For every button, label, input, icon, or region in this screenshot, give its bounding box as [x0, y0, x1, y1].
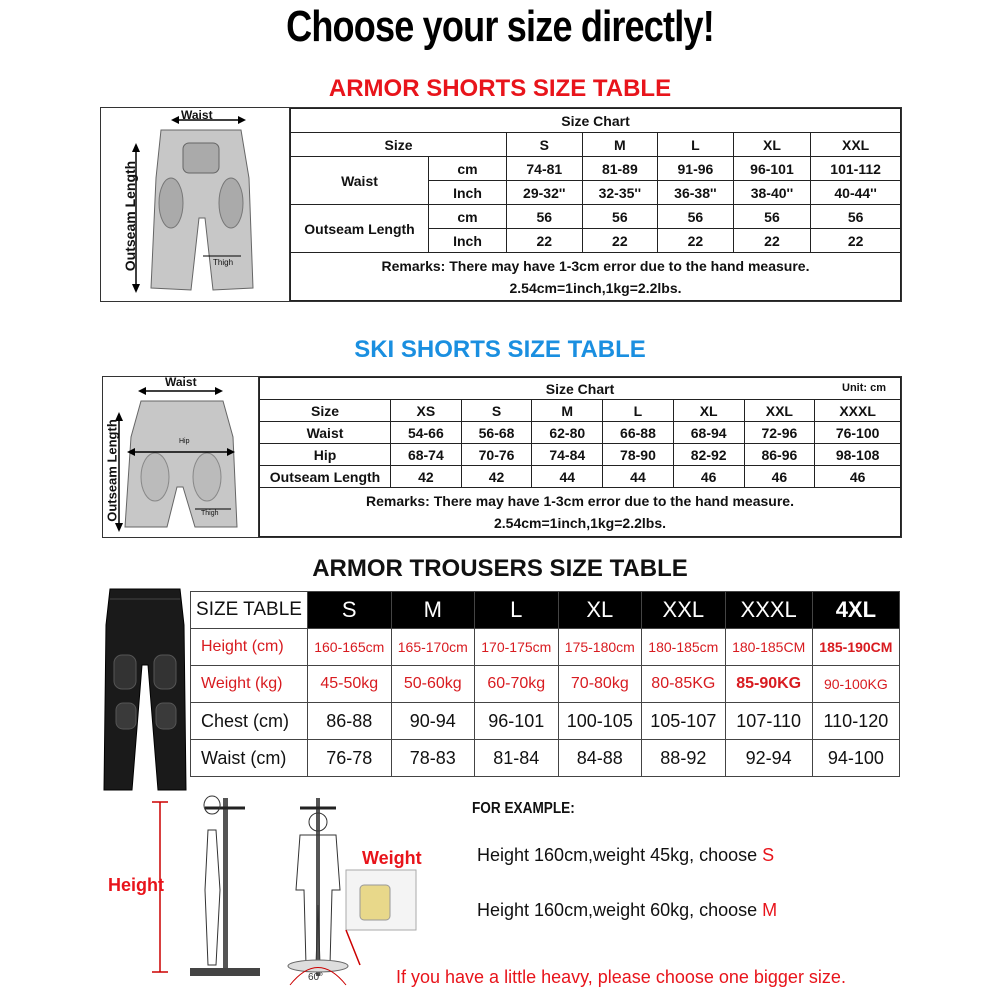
table-cell: 81-89 — [582, 157, 658, 181]
table-cell: 82-92 — [673, 444, 744, 466]
table-cell: 56 — [658, 205, 734, 229]
ski-shorts-title: SKI SHORTS SIZE TABLE — [354, 336, 646, 363]
armor-shorts-panel — [100, 107, 902, 302]
ski-shorts-illustration — [103, 377, 258, 537]
table-cell: 22 — [507, 229, 583, 253]
table-cell: 98-108 — [815, 444, 901, 466]
remark-line: 2.54cm=1inch,1kg=2.2lbs. — [509, 279, 682, 296]
thigh-label: Thigh — [201, 510, 219, 517]
table-cell: 56 — [733, 205, 811, 229]
height-label: Height — [108, 875, 164, 895]
table-cell: 22 — [658, 229, 734, 253]
weight-label: Weight — [362, 848, 422, 868]
sizing-note: If you have a little heavy, please choose one bigger size. — [396, 967, 846, 987]
table-cell: 46 — [815, 466, 901, 488]
table-cell: 40-44'' — [811, 181, 901, 205]
table-cell: 160-165cm — [308, 629, 392, 666]
table-cell: 105-107 — [642, 703, 726, 740]
table-cell: 86-96 — [744, 444, 815, 466]
table-cell: 56 — [507, 205, 583, 229]
waist-label: Waist — [181, 108, 213, 122]
table-cell: 165-170cm — [391, 629, 475, 666]
table-cell: 56-68 — [461, 422, 532, 444]
row-label: Outseam Length — [260, 466, 391, 488]
unit-cm: cm — [429, 205, 507, 229]
size-col: XXXL — [725, 592, 812, 629]
size-header: Size — [260, 400, 391, 422]
size-col: XL — [558, 592, 642, 629]
table-cell: 74-84 — [532, 444, 603, 466]
ski-shorts-table — [259, 377, 901, 537]
remark-line: Remarks: There may have 1-3cm error due to the hand measure. — [366, 493, 794, 509]
unit-label: Unit: cm — [842, 382, 886, 394]
ski-shorts-panel — [102, 376, 902, 538]
example-line-2 — [477, 900, 777, 921]
table-cell: 96-101 — [733, 157, 811, 181]
table-cell: 92-94 — [725, 740, 812, 777]
size-col: L — [475, 592, 559, 629]
size-col: M — [532, 400, 603, 422]
table-cell: 94-100 — [812, 740, 899, 777]
size-col: XXL — [744, 400, 815, 422]
table-cell: 36-38'' — [658, 181, 734, 205]
row-label: Chest (cm) — [191, 703, 308, 740]
table-cell: 45-50kg — [308, 666, 392, 703]
table-cell: 185-190CM — [812, 629, 899, 666]
size-col: XXXL — [815, 400, 901, 422]
table-cell: 46 — [673, 466, 744, 488]
table-cell: 22 — [811, 229, 901, 253]
row-label: Height (cm) — [191, 629, 308, 666]
armor-shorts-title: ARMOR SHORTS SIZE TABLE — [328, 75, 672, 102]
size-col: M — [391, 592, 475, 629]
table-cell: 42 — [391, 466, 462, 488]
remarks-cell — [260, 488, 901, 537]
table-cell: 66-88 — [603, 422, 674, 444]
table-cell: 42 — [461, 466, 532, 488]
thigh-label: Thigh — [213, 258, 234, 267]
table-cell: 54-66 — [391, 422, 462, 444]
table-cell: 86-88 — [308, 703, 392, 740]
example-line-1 — [477, 845, 774, 866]
size-col: L — [603, 400, 674, 422]
table-cell: 85-90KG — [725, 666, 812, 703]
table-cell: 56 — [582, 205, 658, 229]
table-cell: 32-35'' — [582, 181, 658, 205]
waist-label: Waist — [165, 375, 197, 389]
chart-title: Size Chart — [291, 109, 901, 133]
size-col: S — [507, 133, 583, 157]
outseam-label: Outseam Length — [122, 160, 138, 272]
angle-label: 60° — [308, 972, 324, 983]
table-cell: 101-112 — [811, 157, 901, 181]
table-cell: 107-110 — [725, 703, 812, 740]
row-label: Waist — [260, 422, 391, 444]
example-title: FOR EXAMPLE: — [472, 800, 575, 817]
page-title: Choose your size directly! — [286, 2, 714, 51]
armor-shorts-table — [290, 108, 901, 301]
size-col: L — [658, 133, 734, 157]
table-cell: 78-90 — [603, 444, 674, 466]
row-label: Weight (kg) — [191, 666, 308, 703]
size-col: XL — [673, 400, 744, 422]
table-cell: 70-76 — [461, 444, 532, 466]
size-col: S — [461, 400, 532, 422]
table-cell: 180-185CM — [725, 629, 812, 666]
size-col: XXL — [811, 133, 901, 157]
example-size: S — [762, 845, 775, 865]
table-cell: 70-80kg — [558, 666, 642, 703]
table-cell: 50-60kg — [391, 666, 475, 703]
size-table-header: SIZE TABLE — [191, 592, 308, 629]
table-cell: 100-105 — [558, 703, 642, 740]
unit-cm: cm — [429, 157, 507, 181]
remark-line: 2.54cm=1inch,1kg=2.2lbs. — [494, 515, 666, 531]
table-cell: 62-80 — [532, 422, 603, 444]
table-cell: 76-100 — [815, 422, 901, 444]
table-cell: 170-175cm — [475, 629, 559, 666]
table-cell: 74-81 — [507, 157, 583, 181]
size-col: XL — [733, 133, 811, 157]
table-cell: 175-180cm — [558, 629, 642, 666]
row-label-waist: Waist — [291, 157, 429, 205]
size-col: XS — [391, 400, 462, 422]
size-col: S — [308, 592, 392, 629]
table-cell: 84-88 — [558, 740, 642, 777]
table-cell: 68-94 — [673, 422, 744, 444]
size-col: M — [582, 133, 658, 157]
unit-inch: Inch — [429, 229, 507, 253]
table-cell: 76-78 — [308, 740, 392, 777]
table-cell: 60-70kg — [475, 666, 559, 703]
table-cell: 90-94 — [391, 703, 475, 740]
chart-title: Size Chart — [545, 380, 615, 397]
table-cell: 46 — [744, 466, 815, 488]
row-label-outseam: Outseam Length — [291, 205, 429, 253]
table-cell: 44 — [603, 466, 674, 488]
outseam-label: Outseam Length — [104, 419, 120, 522]
example-text: Height 160cm,weight 60kg, choose — [477, 900, 763, 920]
example-size: M — [762, 900, 778, 920]
measuring-illustration — [150, 790, 420, 990]
table-cell: 29-32'' — [507, 181, 583, 205]
table-cell: 68-74 — [391, 444, 462, 466]
trousers-illustration — [100, 585, 190, 795]
table-cell: 44 — [532, 466, 603, 488]
table-cell: 180-185cm — [642, 629, 726, 666]
chart-title-cell — [260, 378, 901, 400]
remark-line: Remarks: There may have 1-3cm error due to the hand measure. — [381, 257, 810, 274]
table-cell: 80-85KG — [642, 666, 726, 703]
armor-trousers-table — [190, 591, 900, 777]
table-cell: 90-100KG — [812, 666, 899, 703]
unit-inch: Inch — [429, 181, 507, 205]
example-text: Height 160cm,weight 45kg, choose — [477, 845, 763, 865]
table-cell: 22 — [582, 229, 658, 253]
row-label: Hip — [260, 444, 391, 466]
table-cell: 91-96 — [658, 157, 734, 181]
table-cell: 110-120 — [812, 703, 899, 740]
size-header: Size — [291, 133, 507, 157]
size-col: XXL — [642, 592, 726, 629]
row-label: Waist (cm) — [191, 740, 308, 777]
table-cell: 38-40'' — [733, 181, 811, 205]
hip-label: Hip — [179, 438, 190, 445]
armor-shorts-figure — [101, 108, 290, 301]
table-cell: 22 — [733, 229, 811, 253]
table-cell: 81-84 — [475, 740, 559, 777]
table-cell: 78-83 — [391, 740, 475, 777]
ski-shorts-figure — [103, 377, 259, 537]
table-cell: 56 — [811, 205, 901, 229]
table-cell: 72-96 — [744, 422, 815, 444]
remarks-cell — [291, 253, 901, 301]
table-cell: 88-92 — [642, 740, 726, 777]
size-col: 4XL — [812, 592, 899, 629]
table-cell: 96-101 — [475, 703, 559, 740]
armor-trousers-title: ARMOR TROUSERS SIZE TABLE — [312, 555, 688, 582]
